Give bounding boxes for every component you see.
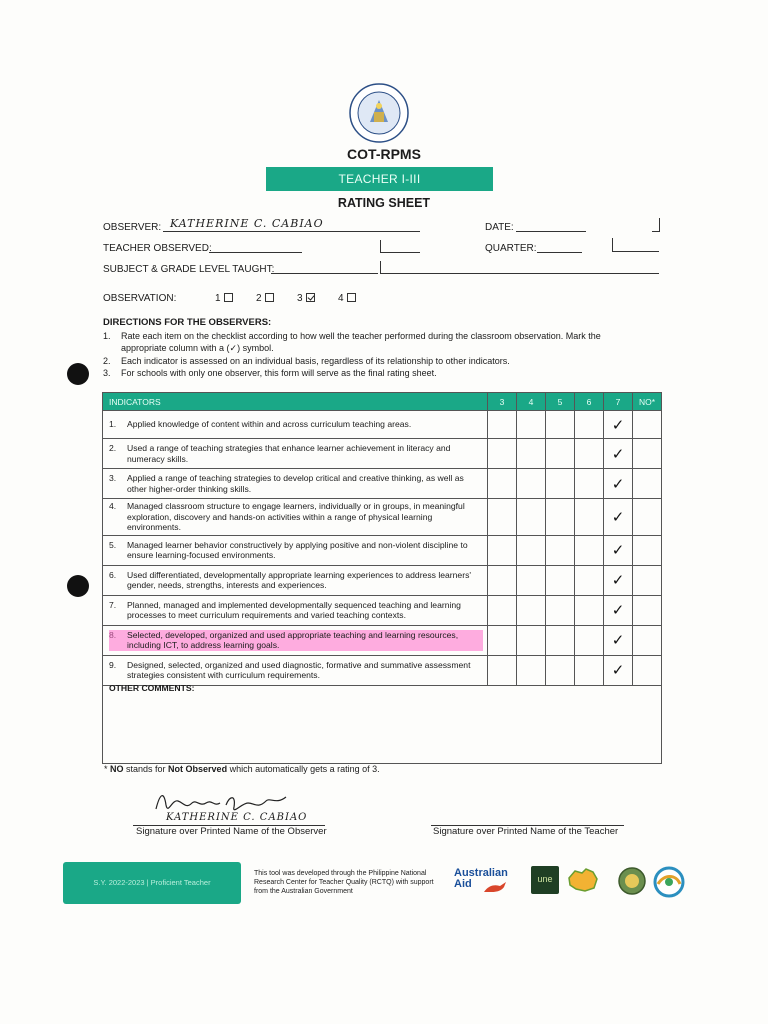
rating-cell[interactable] [575, 411, 604, 439]
date-line [516, 231, 586, 232]
indicator-cell [103, 595, 488, 625]
observer-line [163, 231, 420, 232]
indicator-number: 2. [109, 443, 117, 453]
indicators-header: INDICATORS [103, 393, 488, 411]
table-row [103, 469, 662, 499]
rating-cell[interactable] [546, 439, 575, 469]
indicator-number: 7. [109, 599, 117, 610]
agency-seal-icon [617, 866, 647, 896]
indicator-cell [103, 411, 488, 439]
rating-col-header: 6 [575, 393, 604, 411]
rating-cell[interactable] [546, 499, 575, 536]
rating-cell[interactable] [633, 535, 662, 565]
rating-cell[interactable] [517, 439, 546, 469]
checkmark-icon: ✓ [611, 601, 625, 619]
rating-cell[interactable] [633, 499, 662, 536]
indicator-text: Managed classroom structure to engage learners, individually or in groups, in meaningful exploration, discovery and hands-on activities within a range of physical learning environments. [127, 501, 465, 532]
directions-heading: DIRECTIONS FOR THE OBSERVERS: [103, 317, 272, 328]
direction-item: 1. Rate each item on the checklist according to how well the teacher performed during the classroom observation. Mark the appropriate column with a (✓) symbol. [103, 331, 601, 353]
indicator-cell [103, 625, 488, 655]
indicator-text: Applied knowledge of content within and across curriculum teaching areas. [127, 419, 412, 430]
table-header-row [103, 393, 662, 411]
direction-item: 3. For schools with only one observer, this form will serve as the final rating sheet. [103, 368, 437, 378]
rating-cell[interactable] [575, 499, 604, 536]
observation-option-3[interactable]: 3 [297, 293, 315, 304]
rating-col-header: 5 [546, 393, 575, 411]
indicator-number: 6. [109, 569, 117, 580]
rating-cell[interactable] [546, 535, 575, 565]
binder-hole [67, 363, 89, 385]
subject-bracket [380, 261, 659, 274]
checkmark-icon: ✓ [611, 661, 625, 679]
rating-cell[interactable] [604, 535, 633, 565]
indicator-text: Selected, developed, organized and used appropriate teaching and learning resources, including ICT, to address learning goals. [109, 630, 483, 651]
rating-cell[interactable] [604, 439, 633, 469]
checkmark-icon: ✓ [611, 507, 625, 526]
rating-cell[interactable] [604, 499, 633, 536]
checkmark-icon: ✓ [611, 541, 625, 559]
rating-cell[interactable] [575, 565, 604, 595]
table-row [103, 565, 662, 595]
rating-cell[interactable] [604, 625, 633, 655]
indicator-text: Designed, selected, organized and used diagnostic, formative and summative assessment strategies consistent with curriculum requirements. [127, 659, 471, 680]
form-subtitle: RATING SHEET [337, 196, 431, 210]
indicator-text: Planned, managed and implemented developmentally sequenced teaching and learning processes to meet curriculum requirements and varied teaching contexts. [127, 599, 461, 620]
indicator-cell [103, 535, 488, 565]
checkmark-icon: ✓ [611, 415, 625, 434]
table-row [103, 595, 662, 625]
rating-cell[interactable] [517, 411, 546, 439]
indicator-text: Applied a range of teaching strategies to develop critical and creative thinking, as well as other higher-order thinking skills. [127, 473, 464, 494]
observer-label: OBSERVER: [103, 222, 162, 233]
rating-cell[interactable] [546, 469, 575, 499]
rating-cell[interactable] [575, 595, 604, 625]
checkbox-icon[interactable] [347, 293, 356, 302]
rating-cell[interactable] [575, 469, 604, 499]
indicator-number: 4. [109, 501, 117, 511]
indicator-text: Managed learner behavior constructively by applying positive and non-violent discipline to ensure learning-focused environments. [127, 539, 468, 560]
teacher-signature-caption: Signature over Printed Name of the Teacher [433, 826, 619, 837]
teacher-level-band: TEACHER I-III [266, 167, 493, 191]
indicator-cell [103, 565, 488, 595]
other-comments-box[interactable] [102, 681, 662, 764]
checkbox-checked-icon[interactable] [306, 293, 315, 302]
rating-cell[interactable] [633, 411, 662, 439]
table-row [103, 499, 662, 536]
checkmark-icon: ✓ [611, 631, 625, 649]
rating-cell[interactable] [633, 595, 662, 625]
rating-cell[interactable] [604, 595, 633, 625]
kangaroo-icon [482, 880, 510, 894]
date-label: DATE: [485, 222, 514, 233]
observer-signature-caption: Signature over Printed Name of the Observer [136, 826, 327, 837]
subject-label: SUBJECT & GRADE LEVEL TAUGHT: [103, 264, 275, 275]
rating-cell[interactable] [546, 411, 575, 439]
indicator-number: 3. [109, 473, 117, 483]
indicator-number: 9. [109, 659, 117, 670]
rating-cell[interactable] [488, 565, 517, 595]
une-logo: une [531, 866, 559, 894]
rating-cell[interactable] [517, 469, 546, 499]
checkmark-icon: ✓ [611, 474, 625, 493]
observation-option-4[interactable]: 4 [338, 293, 356, 304]
deped-seal-icon [344, 82, 414, 144]
rating-cell[interactable] [488, 411, 517, 439]
subject-line [271, 273, 378, 274]
rating-cell[interactable] [488, 439, 517, 469]
rating-cell[interactable] [633, 439, 662, 469]
table-row [103, 535, 662, 565]
teacher-bracket [380, 240, 420, 253]
quarter-bracket [612, 238, 659, 252]
australia-map-logo [566, 866, 600, 894]
australian-aid-logo: Australian Aid [454, 868, 508, 890]
rating-cell[interactable] [488, 535, 517, 565]
indicator-number: 5. [109, 539, 117, 550]
observation-option-2[interactable]: 2 [256, 293, 274, 304]
rating-table [102, 392, 662, 686]
rating-cell[interactable] [633, 625, 662, 655]
rating-cell[interactable] [633, 565, 662, 595]
indicator-cell [103, 439, 488, 469]
rating-cell[interactable] [575, 439, 604, 469]
date-bracket [652, 218, 660, 232]
indicator-text: Used differentiated, developmentally appropriate learning experiences to address learners' gender, needs, strengths, interests and experiences. [127, 569, 472, 590]
observer-printed-name: KATHERINE C. CABIAO [166, 812, 308, 823]
observer-handwritten: KATHERINE C. CABIAO [170, 217, 324, 230]
rating-cell[interactable] [488, 595, 517, 625]
checkbox-icon[interactable] [265, 293, 274, 302]
teacher-line [209, 252, 302, 253]
rating-cell[interactable] [488, 625, 517, 655]
rating-col-header: 3 [488, 393, 517, 411]
observation-label: OBSERVATION: [103, 293, 177, 304]
checkbox-icon[interactable] [224, 293, 233, 302]
footer-band: S.Y. 2022-2023 | Proficient Teacher [63, 862, 241, 904]
binder-hole [67, 575, 89, 597]
table-row [103, 411, 662, 439]
teacher-observed-label: TEACHER OBSERVED: [103, 243, 212, 254]
rating-cell[interactable] [546, 595, 575, 625]
rctq-logo-icon [652, 866, 686, 898]
rating-cell[interactable] [575, 625, 604, 655]
rating-cell[interactable] [488, 469, 517, 499]
rating-cell[interactable] [546, 565, 575, 595]
other-comments-label: OTHER COMMENTS: [109, 683, 195, 693]
indicator-number: 1. [109, 419, 117, 430]
indicator-cell [103, 469, 488, 499]
quarter-line [537, 252, 582, 253]
rating-cell[interactable] [633, 469, 662, 499]
table-row [103, 625, 662, 655]
rating-cell[interactable] [546, 625, 575, 655]
quarter-label: QUARTER: [485, 243, 537, 254]
rating-col-header: 4 [517, 393, 546, 411]
rating-cell[interactable] [604, 411, 633, 439]
rating-cell[interactable] [517, 565, 546, 595]
rating-cell[interactable] [517, 535, 546, 565]
no-col-header: NO* [633, 393, 662, 411]
observation-option-1[interactable]: 1 [215, 293, 233, 304]
checkmark-icon: ✓ [611, 571, 625, 589]
rating-cell[interactable] [517, 499, 546, 536]
footer-credit: This tool was developed through the Philippine National Research Center for Teacher Quality (RCTQ) with support from the Australian Government [254, 870, 434, 895]
rating-cell[interactable] [604, 469, 633, 499]
not-observed-note: * NO stands for Not Observed which automatically gets a rating of 3. [104, 764, 380, 774]
indicator-cell [103, 499, 488, 536]
rating-cell[interactable] [575, 535, 604, 565]
indicator-text: Used a range of teaching strategies that enhance learner achievement in literacy and numeracy skills. [127, 443, 451, 464]
rating-cell[interactable] [604, 565, 633, 595]
table-row [103, 439, 662, 469]
rating-cell[interactable] [517, 625, 546, 655]
rating-cell[interactable] [517, 595, 546, 625]
rating-col-header: 7 [604, 393, 633, 411]
rating-cell[interactable] [488, 499, 517, 536]
checkmark-icon: ✓ [611, 444, 625, 463]
form-title: COT-RPMS [347, 146, 421, 162]
direction-item: 2. Each indicator is assessed on an individual basis, regardless of its relationship to other indicators. [103, 356, 510, 366]
